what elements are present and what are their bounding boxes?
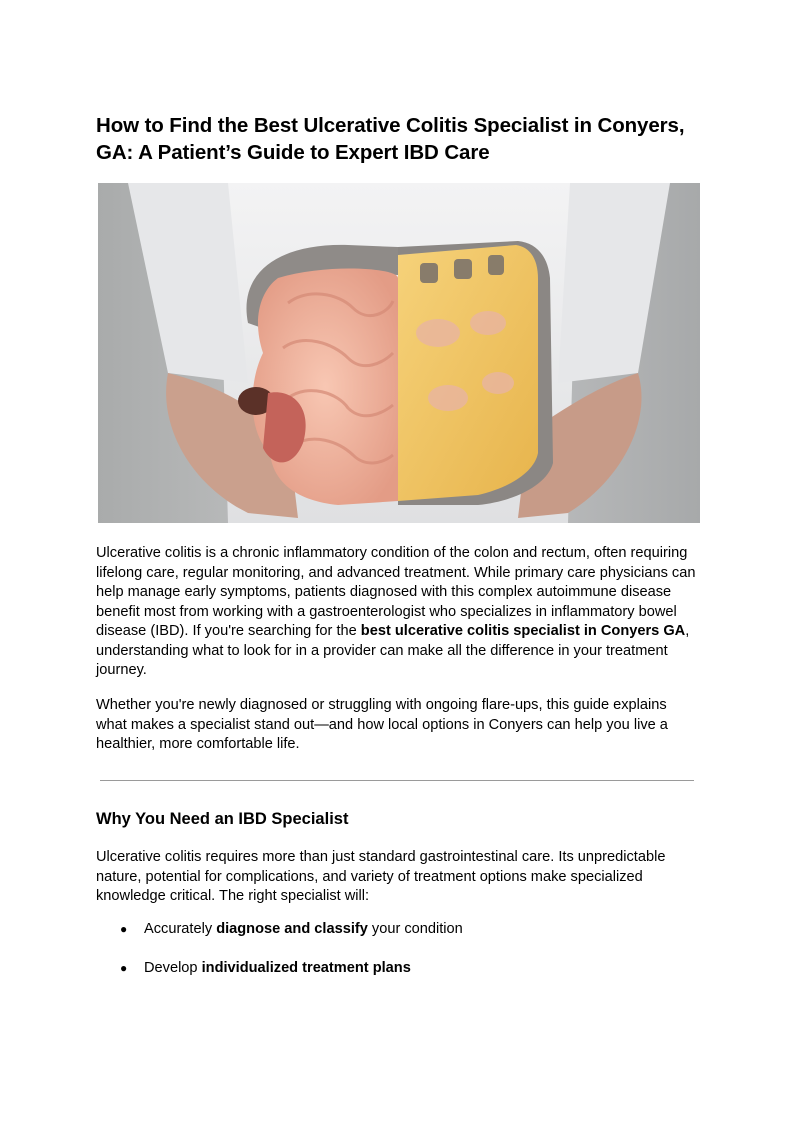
list-item-post: your condition xyxy=(367,921,463,937)
specialist-benefits-list xyxy=(96,920,700,998)
intro-bold-keyword: best ulcerative colitis specialist in Conyers GA xyxy=(360,623,686,639)
section-heading: Why You Need an IBD Specialist xyxy=(96,810,349,828)
bullet-icon: ● xyxy=(120,961,128,975)
section-paragraph: Ulcerative colitis requires more than just standard gastrointestinal care. Its unpredictable nature, potential for complications, and variety of treatment options make specialized knowledge critical. The right specialist will: xyxy=(96,849,666,904)
intro-text-b: , understanding what to look for in a provider can make all the difference in your treatment journey. xyxy=(96,623,690,678)
article-title: How to Find the Best Ulcerative Colitis Specialist in Conyers, GA: A Patient’s Guide to Expert IBD Care xyxy=(96,114,685,164)
section-divider xyxy=(100,780,694,781)
list-item-pre: Develop xyxy=(144,960,202,976)
hero-image-intestine-model xyxy=(98,183,700,523)
list-item-pre: Accurately xyxy=(144,921,217,937)
bullet-icon: ● xyxy=(120,922,128,936)
intro-text-a: Ulcerative colitis is a chronic inflammatory condition of the colon and rectum, often requiring lifelong care, regular monitoring, and advanced treatment. While primary care physicians can help manage early symptoms, patients diagnosed with this complex autoimmune disease benefit most from working with a gastroenterologist who specializes in inflammatory bowel disease (IBD). If you're searching for the xyxy=(96,545,696,639)
list-item xyxy=(96,959,700,979)
intro-paragraph-1 xyxy=(96,544,700,681)
list-item-bold: diagnose and classify xyxy=(216,921,368,937)
list-item xyxy=(96,920,700,940)
intro-paragraph-2: Whether you're newly diagnosed or struggling with ongoing flare-ups, this guide explains what makes a specialist stand out—and how local options in Conyers can help you live a healthier, more comfortable life. xyxy=(96,697,668,752)
list-item-bold: individualized treatment plans xyxy=(201,960,411,976)
